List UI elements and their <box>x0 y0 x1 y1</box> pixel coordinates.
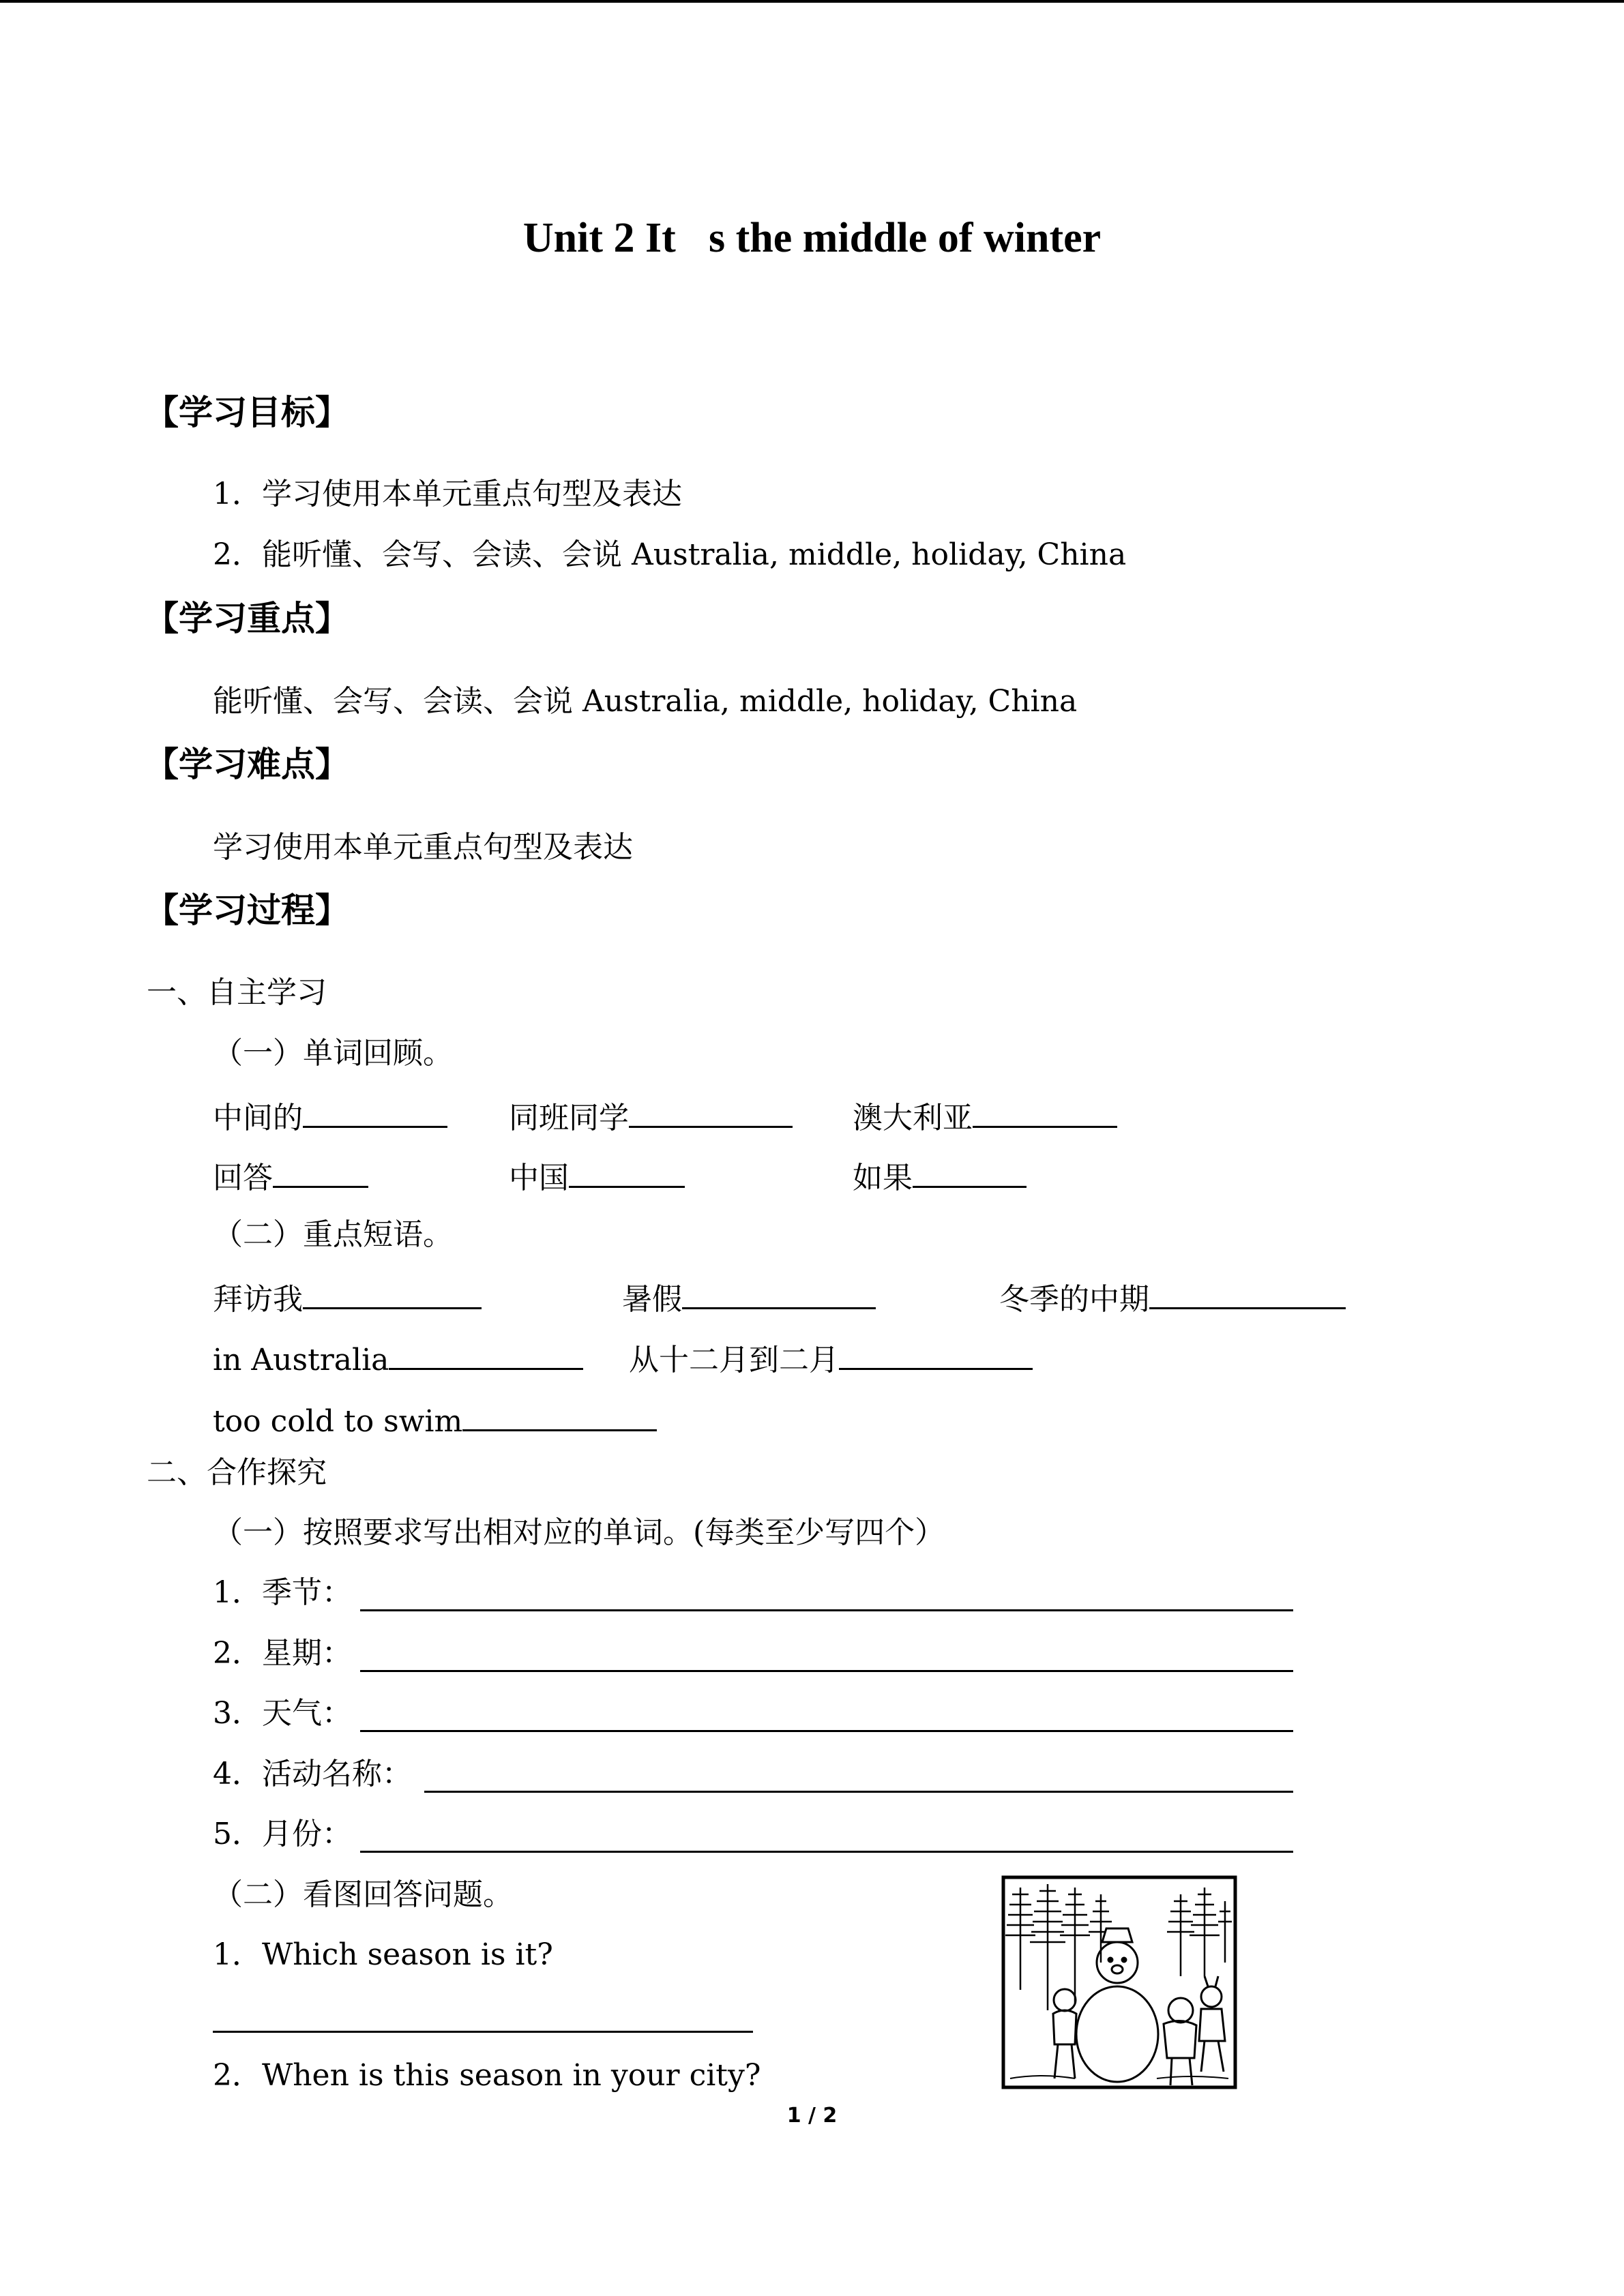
part1-title: 一、自主学习 <box>147 975 327 1010</box>
answer-blank[interactable] <box>839 1341 1033 1370</box>
word-review-subtitle: （一）单词回顾。 <box>213 1036 453 1071</box>
category-answer-line[interactable] <box>360 1823 1293 1853</box>
phrase-item: 冬季的中期 <box>999 1280 1346 1315</box>
answer-blank[interactable] <box>682 1280 876 1309</box>
section-header-process: 【学习过程】 <box>145 891 349 930</box>
answer-blank[interactable] <box>303 1099 447 1128</box>
answer-blank[interactable] <box>273 1159 368 1188</box>
answer-blank[interactable] <box>913 1159 1027 1188</box>
word-item: 同班同学 <box>509 1099 793 1133</box>
answer-blank[interactable] <box>973 1099 1117 1128</box>
section-header-goals: 【学习目标】 <box>145 393 349 432</box>
section-header-key-points: 【学习重点】 <box>145 599 349 638</box>
phrase-item: 暑假 <box>622 1280 876 1315</box>
key-phrases-subtitle: （二）重点短语。 <box>213 1217 453 1252</box>
key-points-text: 能听懂、会写、会读、会说 Australia, middle, holiday, China <box>213 684 1078 719</box>
question-1: 1．Which season is it? <box>213 1937 553 1972</box>
phrase-item: 从十二月到二月 <box>629 1341 1033 1375</box>
goal-item-1: 1．学习使用本单元重点句型及表达 <box>213 477 682 511</box>
word-item: 中国 <box>509 1159 685 1193</box>
category-answer-line[interactable] <box>424 1763 1293 1793</box>
word-item: 中间的 <box>213 1099 447 1133</box>
write-words-instruction: （一）按照要求写出相对应的单词。(每类至少写四个） <box>213 1515 945 1550</box>
phrase-item: too cold to swim <box>213 1402 657 1437</box>
section-header-difficulties: 【学习难点】 <box>145 745 349 784</box>
answer-blank[interactable] <box>462 1402 657 1431</box>
answer-blank[interactable] <box>1149 1280 1346 1309</box>
word-item: 澳大利亚 <box>853 1099 1117 1133</box>
document-title: Unit 2 It s the middle of winter <box>522 215 1102 261</box>
question-1-answer-line[interactable] <box>213 2003 753 2033</box>
page-number: 1 / 2 <box>786 2104 838 2128</box>
phrase-item: in Australia <box>213 1341 583 1375</box>
answer-blank[interactable] <box>569 1159 685 1188</box>
question-2: 2．When is this season in your city? <box>213 2058 761 2093</box>
page-top-border <box>0 0 1624 3</box>
difficulties-text: 学习使用本单元重点句型及表达 <box>213 830 633 865</box>
goal-item-2: 2．能听懂、会写、会读、会说 Australia, middle, holiday, China <box>213 537 1127 572</box>
category-answer-line[interactable] <box>360 1703 1293 1732</box>
phrase-item: 拜访我 <box>213 1280 482 1315</box>
word-item: 如果 <box>853 1159 1027 1193</box>
category-label-weekdays: 2．星期： <box>213 1636 352 1671</box>
category-label-activities: 4．活动名称： <box>213 1757 412 1791</box>
category-answer-line[interactable] <box>360 1582 1293 1611</box>
answer-blank[interactable] <box>629 1099 793 1128</box>
winter-snowman-illustration <box>1000 1874 1240 2093</box>
category-answer-line[interactable] <box>360 1643 1293 1672</box>
answer-blank[interactable] <box>303 1280 482 1309</box>
part2-title: 二、合作探究 <box>147 1455 327 1490</box>
category-label-seasons: 1．季节： <box>213 1575 352 1610</box>
picture-questions-subtitle: （二）看图回答问题。 <box>213 1877 513 1912</box>
category-label-months: 5．月份： <box>213 1817 352 1851</box>
answer-blank[interactable] <box>389 1341 583 1370</box>
category-label-weather: 3．天气： <box>213 1696 352 1731</box>
word-item: 回答 <box>213 1159 368 1193</box>
